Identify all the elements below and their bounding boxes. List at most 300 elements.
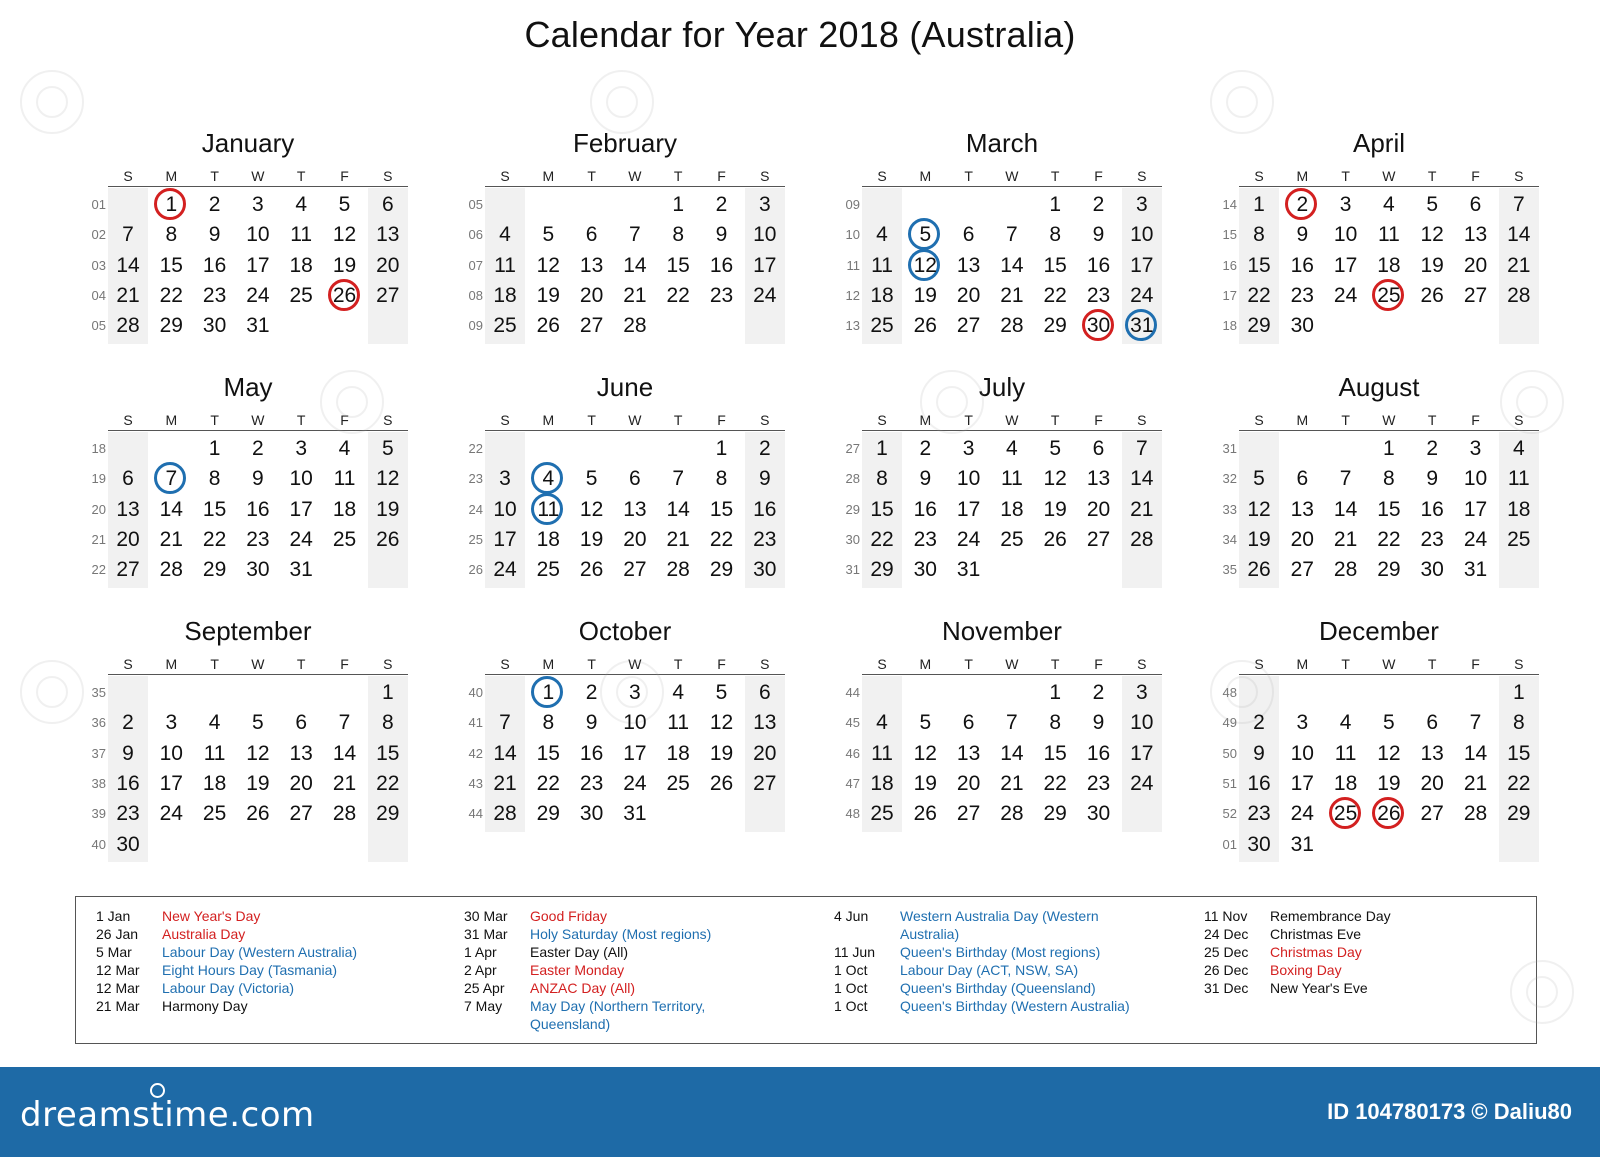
day-cell[interactable]: [1412, 495, 1452, 525]
day-cell[interactable]: [1326, 495, 1366, 525]
day-cell[interactable]: [1282, 311, 1322, 341]
day-cell[interactable]: [238, 281, 278, 311]
day-cell[interactable]: [658, 525, 698, 555]
day-cell[interactable]: [108, 555, 148, 585]
day-cell[interactable]: [949, 799, 989, 829]
day-cell[interactable]: [238, 190, 278, 220]
day-cell[interactable]: [572, 769, 612, 799]
day-cell[interactable]: [1499, 525, 1539, 555]
day-cell[interactable]: [1499, 799, 1539, 829]
day-cell[interactable]: [1326, 769, 1366, 799]
day-cell[interactable]: [949, 281, 989, 311]
day-cell[interactable]: [572, 220, 612, 250]
day-cell[interactable]: [1239, 525, 1279, 555]
day-cell[interactable]: [1122, 678, 1162, 708]
day-cell[interactable]: [615, 769, 655, 799]
day-cell[interactable]: [1412, 281, 1452, 311]
day-cell[interactable]: [658, 769, 698, 799]
day-cell[interactable]: [702, 555, 742, 585]
day-cell[interactable]: [949, 769, 989, 799]
day-cell[interactable]: [368, 769, 408, 799]
day-cell[interactable]: [368, 739, 408, 769]
day-cell[interactable]: [702, 251, 742, 281]
day-cell[interactable]: [325, 281, 365, 311]
day-cell[interactable]: [108, 220, 148, 250]
day-cell[interactable]: [281, 464, 321, 494]
day-cell[interactable]: [905, 464, 945, 494]
day-cell[interactable]: [485, 739, 525, 769]
day-cell[interactable]: [1239, 251, 1279, 281]
day-cell[interactable]: [108, 830, 148, 860]
day-cell[interactable]: [281, 251, 321, 281]
day-cell[interactable]: [905, 311, 945, 341]
day-cell[interactable]: [702, 678, 742, 708]
day-cell[interactable]: [1035, 708, 1075, 738]
day-cell[interactable]: [949, 251, 989, 281]
day-cell[interactable]: [1456, 799, 1496, 829]
day-cell[interactable]: [1456, 434, 1496, 464]
day-cell[interactable]: [238, 464, 278, 494]
day-cell[interactable]: [368, 434, 408, 464]
day-cell[interactable]: [1079, 769, 1119, 799]
day-cell[interactable]: [1035, 434, 1075, 464]
day-cell[interactable]: [1282, 708, 1322, 738]
day-cell[interactable]: [195, 190, 235, 220]
day-cell[interactable]: [195, 251, 235, 281]
day-cell[interactable]: [1122, 769, 1162, 799]
day-cell[interactable]: [281, 739, 321, 769]
day-cell[interactable]: [1369, 434, 1409, 464]
day-cell[interactable]: [862, 281, 902, 311]
day-cell[interactable]: [949, 495, 989, 525]
day-cell[interactable]: [1369, 251, 1409, 281]
day-cell[interactable]: [1122, 220, 1162, 250]
day-cell[interactable]: [862, 464, 902, 494]
day-cell[interactable]: [195, 464, 235, 494]
day-cell[interactable]: [658, 220, 698, 250]
day-cell[interactable]: [949, 739, 989, 769]
day-cell[interactable]: [1326, 220, 1366, 250]
day-cell[interactable]: [658, 464, 698, 494]
day-cell[interactable]: [949, 525, 989, 555]
day-cell[interactable]: [905, 708, 945, 738]
day-cell[interactable]: [745, 190, 785, 220]
day-cell[interactable]: [1412, 251, 1452, 281]
day-cell[interactable]: [572, 251, 612, 281]
day-cell[interactable]: [572, 281, 612, 311]
day-cell[interactable]: [1239, 799, 1279, 829]
day-cell[interactable]: [702, 464, 742, 494]
day-cell[interactable]: [615, 525, 655, 555]
day-cell[interactable]: [745, 678, 785, 708]
day-cell[interactable]: [1239, 281, 1279, 311]
day-cell[interactable]: [1282, 251, 1322, 281]
day-cell[interactable]: [1282, 495, 1322, 525]
day-cell[interactable]: [1079, 739, 1119, 769]
day-cell[interactable]: [658, 708, 698, 738]
day-cell[interactable]: [1499, 190, 1539, 220]
day-cell[interactable]: [745, 525, 785, 555]
day-cell[interactable]: [1122, 434, 1162, 464]
day-cell[interactable]: [151, 799, 191, 829]
day-cell[interactable]: [485, 799, 525, 829]
day-cell[interactable]: [615, 495, 655, 525]
day-cell[interactable]: [658, 678, 698, 708]
day-cell[interactable]: [238, 555, 278, 585]
day-cell[interactable]: [368, 525, 408, 555]
day-cell[interactable]: [905, 799, 945, 829]
day-cell[interactable]: [862, 799, 902, 829]
day-cell[interactable]: [528, 769, 568, 799]
day-cell[interactable]: [1369, 555, 1409, 585]
day-cell[interactable]: [745, 220, 785, 250]
day-cell[interactable]: [1035, 281, 1075, 311]
day-cell[interactable]: [992, 464, 1032, 494]
day-cell[interactable]: [281, 434, 321, 464]
day-cell[interactable]: [1369, 525, 1409, 555]
day-cell[interactable]: [658, 190, 698, 220]
day-cell[interactable]: [281, 708, 321, 738]
day-cell[interactable]: [745, 434, 785, 464]
day-cell[interactable]: [281, 525, 321, 555]
day-cell[interactable]: [1412, 739, 1452, 769]
day-cell[interactable]: [992, 220, 1032, 250]
day-cell[interactable]: [1326, 799, 1366, 829]
day-cell[interactable]: [905, 555, 945, 585]
day-cell[interactable]: [1079, 525, 1119, 555]
day-cell[interactable]: [992, 769, 1032, 799]
day-cell[interactable]: [1122, 281, 1162, 311]
day-cell[interactable]: [1239, 769, 1279, 799]
day-cell[interactable]: [905, 495, 945, 525]
day-cell[interactable]: [1412, 190, 1452, 220]
day-cell[interactable]: [1369, 769, 1409, 799]
day-cell[interactable]: [1122, 464, 1162, 494]
day-cell[interactable]: [702, 525, 742, 555]
day-cell[interactable]: [1456, 495, 1496, 525]
day-cell[interactable]: [992, 495, 1032, 525]
day-cell[interactable]: [615, 799, 655, 829]
day-cell[interactable]: [1035, 769, 1075, 799]
day-cell[interactable]: [615, 281, 655, 311]
day-cell[interactable]: [195, 434, 235, 464]
day-cell[interactable]: [615, 311, 655, 341]
day-cell[interactable]: [658, 251, 698, 281]
day-cell[interactable]: [485, 251, 525, 281]
day-cell[interactable]: [658, 495, 698, 525]
day-cell[interactable]: [151, 708, 191, 738]
day-cell[interactable]: [368, 799, 408, 829]
day-cell[interactable]: [905, 220, 945, 250]
day-cell[interactable]: [1282, 525, 1322, 555]
day-cell[interactable]: [1239, 464, 1279, 494]
day-cell[interactable]: [615, 555, 655, 585]
day-cell[interactable]: [281, 555, 321, 585]
day-cell[interactable]: [658, 281, 698, 311]
day-cell[interactable]: [658, 555, 698, 585]
day-cell[interactable]: [1122, 311, 1162, 341]
day-cell[interactable]: [992, 799, 1032, 829]
day-cell[interactable]: [1499, 739, 1539, 769]
day-cell[interactable]: [1239, 555, 1279, 585]
day-cell[interactable]: [702, 769, 742, 799]
day-cell[interactable]: [615, 464, 655, 494]
day-cell[interactable]: [108, 311, 148, 341]
day-cell[interactable]: [862, 251, 902, 281]
day-cell[interactable]: [1456, 281, 1496, 311]
day-cell[interactable]: [368, 464, 408, 494]
day-cell[interactable]: [1369, 190, 1409, 220]
day-cell[interactable]: [702, 190, 742, 220]
day-cell[interactable]: [1499, 251, 1539, 281]
day-cell[interactable]: [1282, 220, 1322, 250]
day-cell[interactable]: [1239, 495, 1279, 525]
day-cell[interactable]: [281, 769, 321, 799]
day-cell[interactable]: [702, 495, 742, 525]
day-cell[interactable]: [151, 281, 191, 311]
day-cell[interactable]: [1326, 190, 1366, 220]
day-cell[interactable]: [1326, 251, 1366, 281]
day-cell[interactable]: [151, 739, 191, 769]
day-cell[interactable]: [1282, 830, 1322, 860]
day-cell[interactable]: [1499, 495, 1539, 525]
day-cell[interactable]: [1456, 739, 1496, 769]
day-cell[interactable]: [528, 281, 568, 311]
day-cell[interactable]: [1456, 525, 1496, 555]
day-cell[interactable]: [572, 739, 612, 769]
day-cell[interactable]: [1326, 739, 1366, 769]
day-cell[interactable]: [485, 495, 525, 525]
day-cell[interactable]: [1035, 495, 1075, 525]
day-cell[interactable]: [862, 495, 902, 525]
day-cell[interactable]: [238, 525, 278, 555]
day-cell[interactable]: [862, 434, 902, 464]
day-cell[interactable]: [1079, 251, 1119, 281]
day-cell[interactable]: [1326, 525, 1366, 555]
day-cell[interactable]: [1035, 190, 1075, 220]
day-cell[interactable]: [745, 739, 785, 769]
day-cell[interactable]: [485, 281, 525, 311]
day-cell[interactable]: [238, 251, 278, 281]
day-cell[interactable]: [1326, 708, 1366, 738]
day-cell[interactable]: [238, 708, 278, 738]
day-cell[interactable]: [1239, 739, 1279, 769]
day-cell[interactable]: [1326, 281, 1366, 311]
day-cell[interactable]: [862, 525, 902, 555]
day-cell[interactable]: [108, 769, 148, 799]
day-cell[interactable]: [1369, 464, 1409, 494]
day-cell[interactable]: [615, 220, 655, 250]
day-cell[interactable]: [281, 281, 321, 311]
day-cell[interactable]: [195, 708, 235, 738]
day-cell[interactable]: [238, 495, 278, 525]
day-cell[interactable]: [108, 799, 148, 829]
day-cell[interactable]: [325, 464, 365, 494]
day-cell[interactable]: [368, 678, 408, 708]
day-cell[interactable]: [1079, 799, 1119, 829]
day-cell[interactable]: [702, 220, 742, 250]
day-cell[interactable]: [745, 464, 785, 494]
day-cell[interactable]: [615, 251, 655, 281]
day-cell[interactable]: [325, 525, 365, 555]
day-cell[interactable]: [745, 708, 785, 738]
day-cell[interactable]: [1369, 281, 1409, 311]
day-cell[interactable]: [195, 739, 235, 769]
day-cell[interactable]: [108, 739, 148, 769]
day-cell[interactable]: [992, 434, 1032, 464]
day-cell[interactable]: [528, 799, 568, 829]
day-cell[interactable]: [905, 281, 945, 311]
day-cell[interactable]: [238, 220, 278, 250]
day-cell[interactable]: [1369, 799, 1409, 829]
day-cell[interactable]: [195, 555, 235, 585]
day-cell[interactable]: [1035, 799, 1075, 829]
day-cell[interactable]: [992, 739, 1032, 769]
day-cell[interactable]: [195, 311, 235, 341]
day-cell[interactable]: [1079, 190, 1119, 220]
day-cell[interactable]: [528, 555, 568, 585]
day-cell[interactable]: [528, 464, 568, 494]
day-cell[interactable]: [238, 311, 278, 341]
day-cell[interactable]: [1239, 220, 1279, 250]
brand-logo[interactable]: dreamstime.com: [20, 1095, 315, 1135]
day-cell[interactable]: [1079, 495, 1119, 525]
day-cell[interactable]: [745, 555, 785, 585]
day-cell[interactable]: [1326, 464, 1366, 494]
day-cell[interactable]: [905, 739, 945, 769]
day-cell[interactable]: [1035, 464, 1075, 494]
day-cell[interactable]: [1079, 220, 1119, 250]
day-cell[interactable]: [528, 525, 568, 555]
day-cell[interactable]: [325, 739, 365, 769]
day-cell[interactable]: [368, 495, 408, 525]
day-cell[interactable]: [1079, 678, 1119, 708]
day-cell[interactable]: [528, 495, 568, 525]
day-cell[interactable]: [572, 525, 612, 555]
day-cell[interactable]: [1122, 251, 1162, 281]
day-cell[interactable]: [281, 190, 321, 220]
day-cell[interactable]: [949, 464, 989, 494]
day-cell[interactable]: [862, 555, 902, 585]
day-cell[interactable]: [485, 525, 525, 555]
day-cell[interactable]: [528, 251, 568, 281]
day-cell[interactable]: [1326, 555, 1366, 585]
day-cell[interactable]: [745, 769, 785, 799]
day-cell[interactable]: [862, 311, 902, 341]
day-cell[interactable]: [1456, 220, 1496, 250]
day-cell[interactable]: [108, 708, 148, 738]
day-cell[interactable]: [325, 799, 365, 829]
day-cell[interactable]: [1035, 525, 1075, 555]
day-cell[interactable]: [151, 495, 191, 525]
day-cell[interactable]: [108, 251, 148, 281]
day-cell[interactable]: [485, 311, 525, 341]
day-cell[interactable]: [195, 495, 235, 525]
day-cell[interactable]: [1079, 464, 1119, 494]
day-cell[interactable]: [1412, 525, 1452, 555]
day-cell[interactable]: [1282, 799, 1322, 829]
day-cell[interactable]: [1239, 311, 1279, 341]
day-cell[interactable]: [992, 525, 1032, 555]
day-cell[interactable]: [1079, 708, 1119, 738]
day-cell[interactable]: [1369, 495, 1409, 525]
day-cell[interactable]: [368, 190, 408, 220]
day-cell[interactable]: [151, 555, 191, 585]
day-cell[interactable]: [1499, 678, 1539, 708]
day-cell[interactable]: [108, 525, 148, 555]
day-cell[interactable]: [1079, 434, 1119, 464]
day-cell[interactable]: [151, 525, 191, 555]
day-cell[interactable]: [1122, 708, 1162, 738]
day-cell[interactable]: [325, 220, 365, 250]
day-cell[interactable]: [1282, 739, 1322, 769]
day-cell[interactable]: [949, 434, 989, 464]
day-cell[interactable]: [238, 799, 278, 829]
day-cell[interactable]: [1035, 739, 1075, 769]
day-cell[interactable]: [325, 495, 365, 525]
day-cell[interactable]: [862, 220, 902, 250]
day-cell[interactable]: [151, 251, 191, 281]
day-cell[interactable]: [905, 251, 945, 281]
day-cell[interactable]: [325, 251, 365, 281]
day-cell[interactable]: [1412, 220, 1452, 250]
day-cell[interactable]: [1499, 220, 1539, 250]
day-cell[interactable]: [1369, 739, 1409, 769]
day-cell[interactable]: [572, 555, 612, 585]
day-cell[interactable]: [1282, 281, 1322, 311]
day-cell[interactable]: [151, 464, 191, 494]
day-cell[interactable]: [1456, 464, 1496, 494]
day-cell[interactable]: [1239, 830, 1279, 860]
day-cell[interactable]: [528, 220, 568, 250]
day-cell[interactable]: [368, 220, 408, 250]
day-cell[interactable]: [108, 281, 148, 311]
day-cell[interactable]: [1122, 495, 1162, 525]
day-cell[interactable]: [992, 311, 1032, 341]
day-cell[interactable]: [862, 708, 902, 738]
day-cell[interactable]: [1412, 769, 1452, 799]
day-cell[interactable]: [108, 495, 148, 525]
day-cell[interactable]: [949, 311, 989, 341]
day-cell[interactable]: [992, 708, 1032, 738]
day-cell[interactable]: [745, 281, 785, 311]
day-cell[interactable]: [745, 495, 785, 525]
day-cell[interactable]: [572, 464, 612, 494]
day-cell[interactable]: [485, 555, 525, 585]
day-cell[interactable]: [1282, 464, 1322, 494]
day-cell[interactable]: [528, 311, 568, 341]
day-cell[interactable]: [238, 434, 278, 464]
day-cell[interactable]: [1369, 708, 1409, 738]
day-cell[interactable]: [1412, 434, 1452, 464]
day-cell[interactable]: [528, 708, 568, 738]
day-cell[interactable]: [1456, 555, 1496, 585]
day-cell[interactable]: [195, 220, 235, 250]
day-cell[interactable]: [905, 525, 945, 555]
day-cell[interactable]: [238, 769, 278, 799]
day-cell[interactable]: [1079, 311, 1119, 341]
day-cell[interactable]: [1282, 555, 1322, 585]
day-cell[interactable]: [485, 220, 525, 250]
day-cell[interactable]: [702, 434, 742, 464]
day-cell[interactable]: [1456, 708, 1496, 738]
day-cell[interactable]: [195, 769, 235, 799]
day-cell[interactable]: [195, 525, 235, 555]
day-cell[interactable]: [1412, 555, 1452, 585]
day-cell[interactable]: [325, 769, 365, 799]
day-cell[interactable]: [572, 311, 612, 341]
day-cell[interactable]: [1499, 464, 1539, 494]
